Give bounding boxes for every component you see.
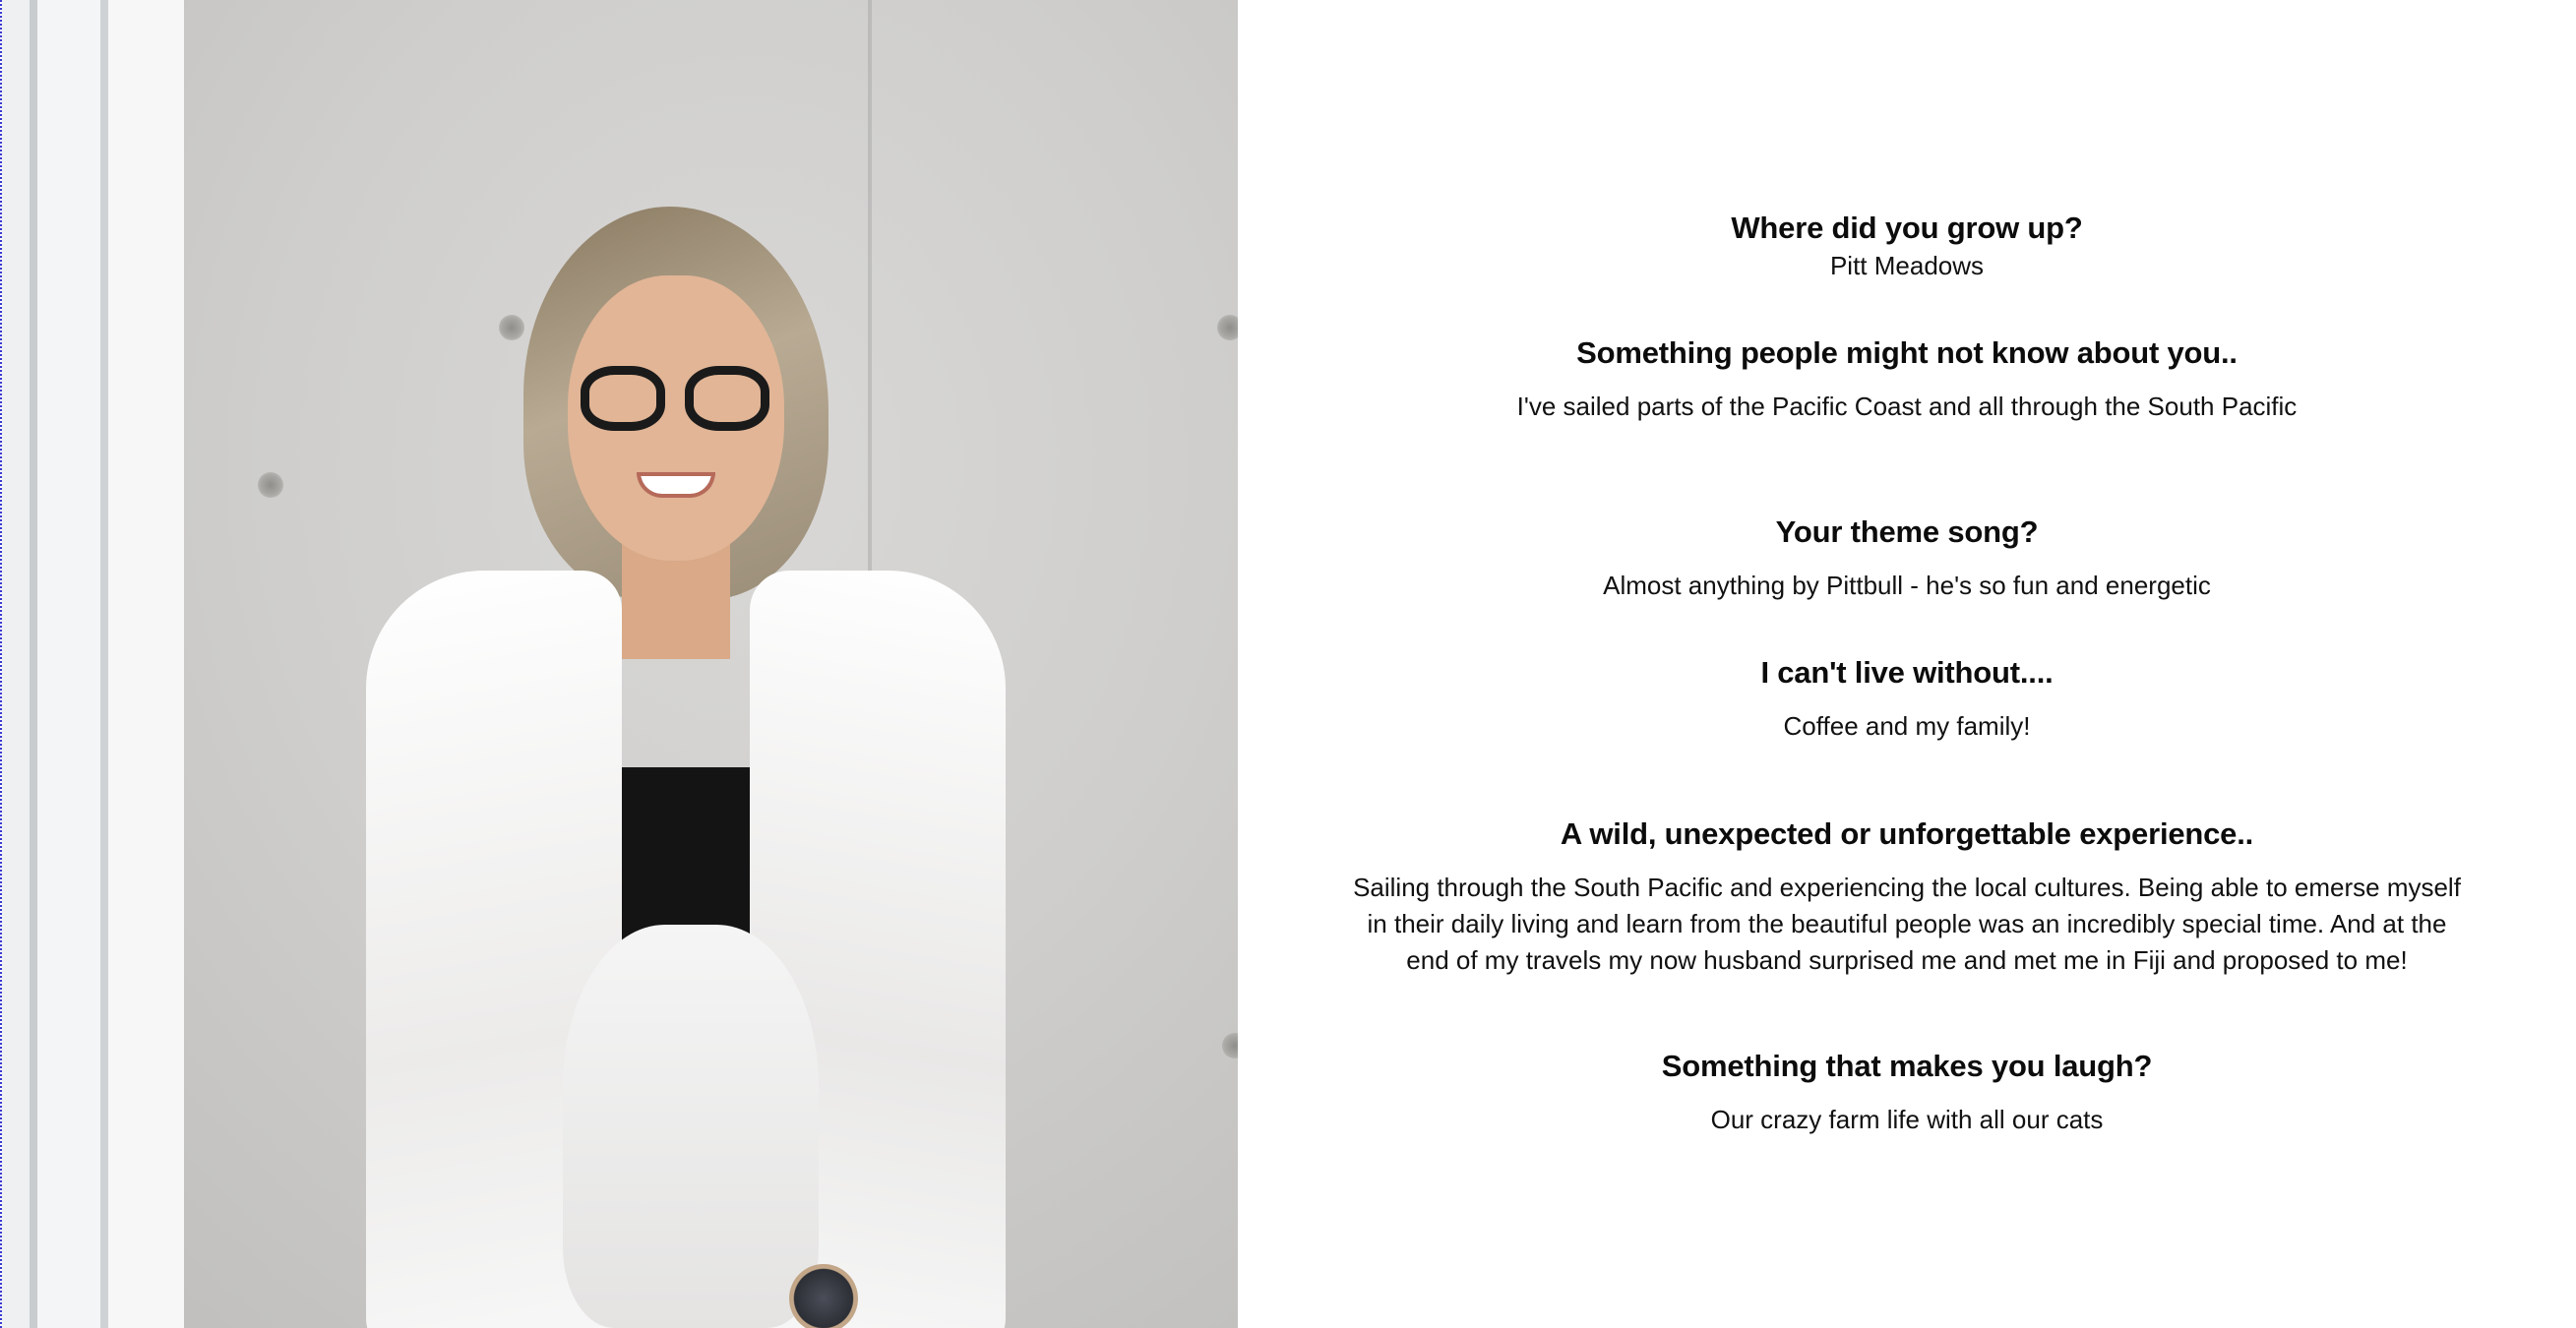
answer-text: Coffee and my family! [1783, 711, 2031, 741]
question-heading: A wild, unexpected or unforgettable experience.. [1560, 816, 2254, 851]
question-heading: Your theme song? [1775, 514, 2039, 549]
profile-photo [2, 0, 1238, 1328]
concrete-tie-hole [1222, 1033, 1238, 1058]
shirt-knot [563, 925, 819, 1328]
concrete-tie-hole [1217, 315, 1238, 340]
watch-icon [789, 1264, 858, 1328]
glasses-icon [581, 366, 777, 435]
answer-text: Pitt Meadows [1829, 251, 1985, 280]
question-heading: Something that makes you laugh? [1661, 1049, 2153, 1083]
answer-text: Sailing through the South Pacific and experiencing the local cultures. Being able to emerse myself in their daily living and learn from the beautiful people was an incredibly special time. And at the end of my travels my now husband surprised me and met me in Fiji and proposed to me! [1353, 873, 2461, 975]
qa-grow-up [1238, 209, 2576, 284]
lens-left [581, 366, 665, 431]
concrete-tie-hole [258, 472, 283, 498]
qa-experience [1238, 815, 2576, 979]
question-heading: I can't live without.... [1760, 655, 2054, 690]
qa-cant-live-without [1238, 653, 2576, 745]
question-heading: Where did you grow up? [1731, 211, 2083, 245]
question-heading: Something people might not know about you.. [1576, 335, 2238, 370]
qa-panel [1238, 0, 2576, 1328]
qa-theme-song [1238, 513, 2576, 604]
window-frame [2, 0, 184, 1328]
answer-text: Almost anything by Pittbull - he's so fun and energetic [1603, 571, 2211, 600]
answer-text: Our crazy farm life with all our cats [1710, 1105, 2104, 1134]
qa-laugh [1238, 1047, 2576, 1138]
person-figure [366, 197, 1055, 1328]
qa-not-know [1238, 333, 2576, 425]
answer-text: I've sailed parts of the Pacific Coast and all through the South Pacific [1516, 392, 2298, 421]
lens-right [685, 366, 769, 431]
